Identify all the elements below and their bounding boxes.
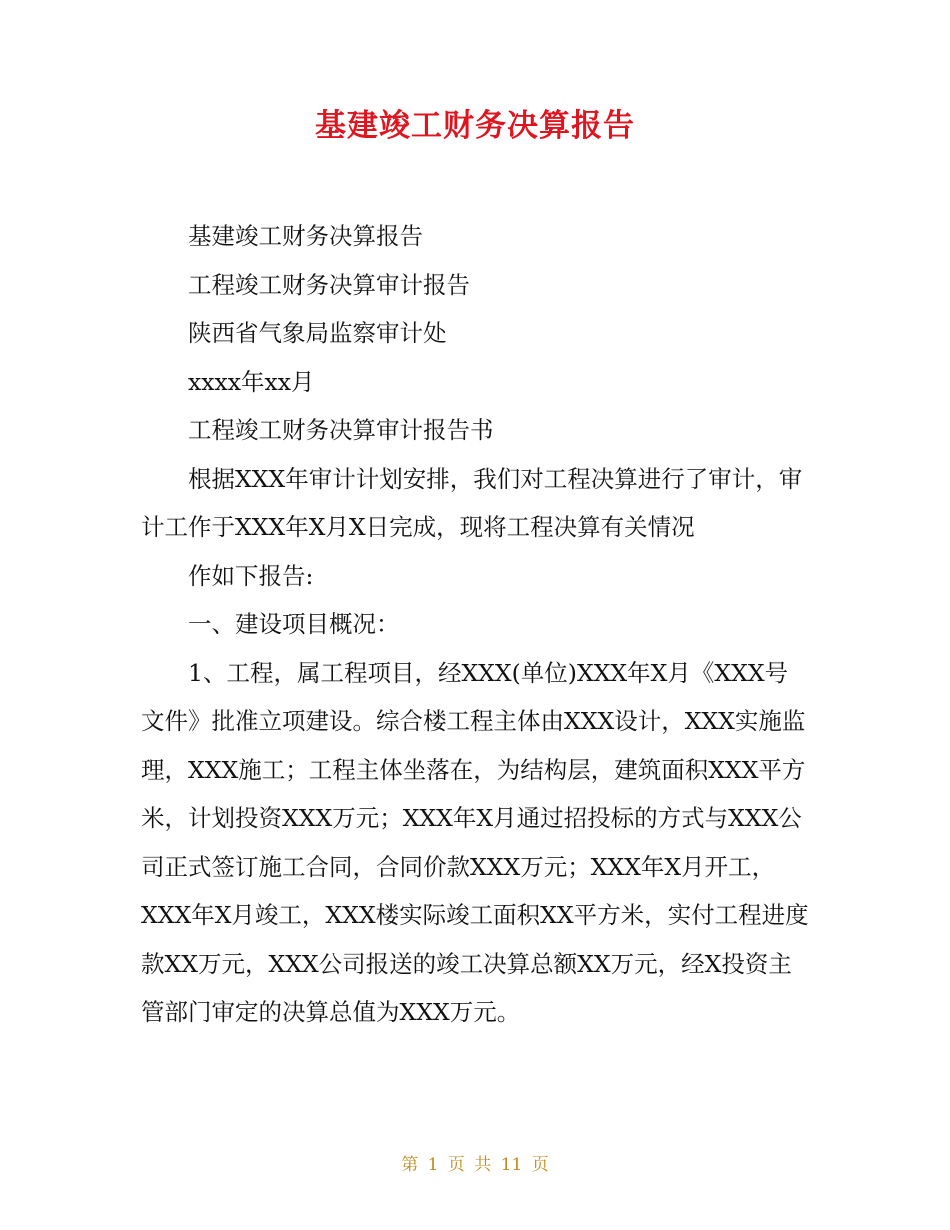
paragraph-4: xxxx年xx月 <box>188 367 315 396</box>
paragraph-9: 1、工程，属工程项目，经XXX(单位)XXX年X月《XXX号文件》批准立项建设。综合楼工程主体由XXX设计，XXX实施监理，XXX施工；工程主体坐落在，为结构层，建筑面积XXX平方米，计划投资XXX万元；XXX年X月通过招投标的方式与XXX公司正式签订施工合同，合同价款XXX万元；XXX年X月开工，XXX年X月竣工，XXX楼实际竣工面积XX平方米，实付工程进度款XX万元，XXX公司报送的竣工决算总额XX万元，经X投资主管部门审定的决算总值为XXX万元。 <box>141 658 809 1026</box>
paragraph-1: 基建竣工财务决算报告 <box>188 222 423 250</box>
paragraph-3: 陕西省气象局监察审计处 <box>188 319 447 347</box>
paragraph-6: 根据XXX年审计计划安排，我们对工程决算进行了审计，审计工作于XXX年X月X日完成，现将工程决算有关情况 <box>141 464 803 541</box>
paragraph-5: 工程竣工财务决算审计报告书 <box>188 416 494 444</box>
page-footer: 第 1 页 共 11 页 <box>401 1155 549 1175</box>
document-title: 基建竣工财务决算报告 <box>315 108 635 144</box>
paragraph-7: 作如下报告: <box>188 561 314 590</box>
document-body <box>141 212 809 1037</box>
paragraph-8: 一、建设项目概况： <box>188 610 400 638</box>
paragraph-2: 工程竣工财务决算审计报告 <box>188 270 470 299</box>
